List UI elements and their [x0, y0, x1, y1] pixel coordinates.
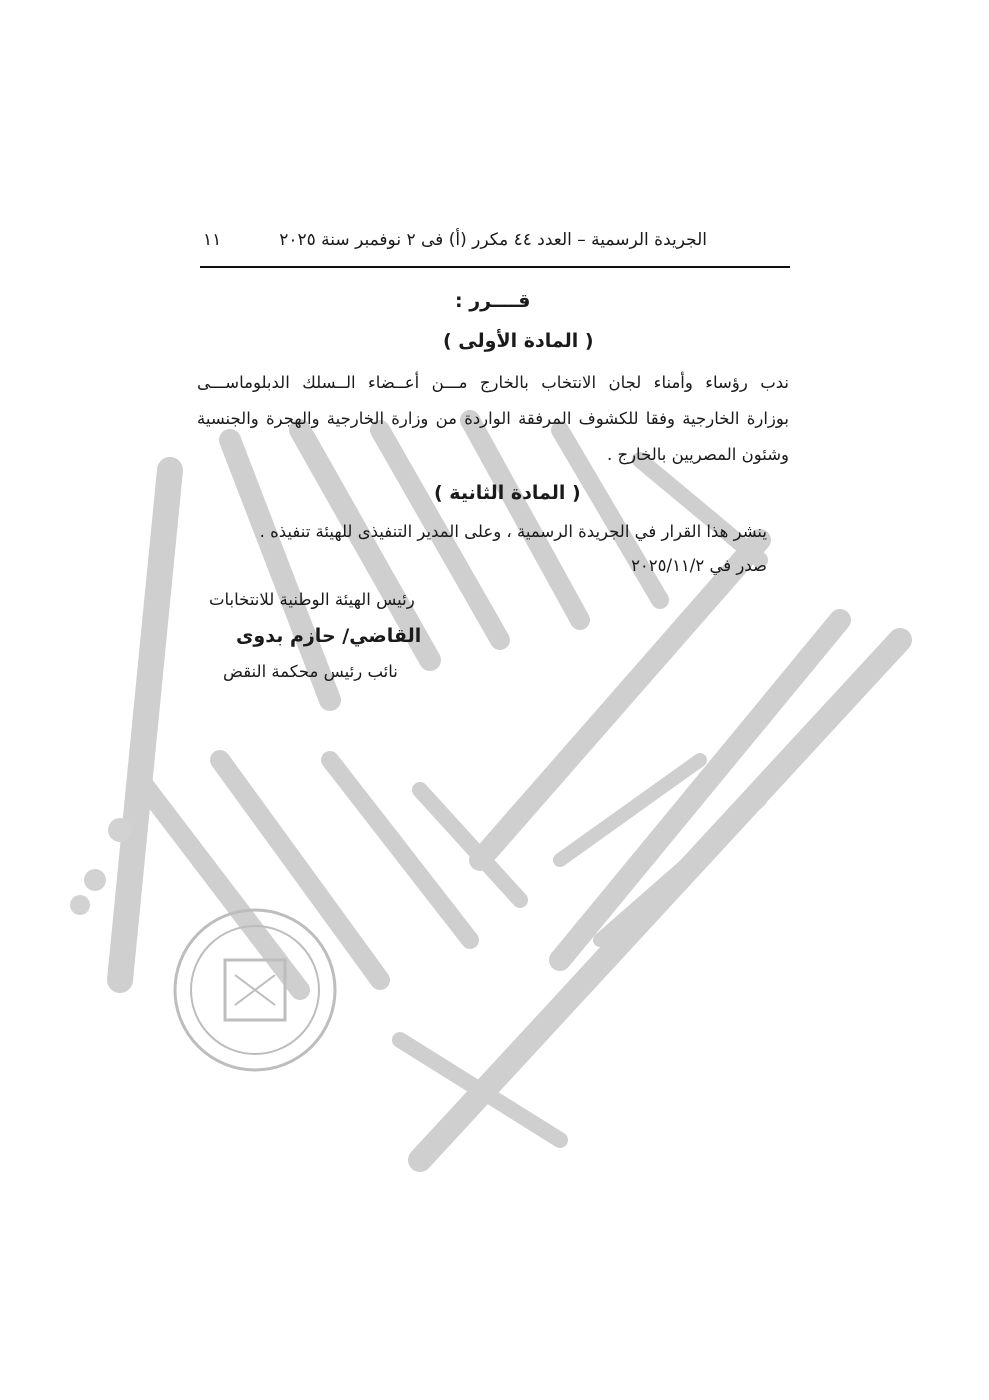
watermark-stroke — [480, 540, 760, 860]
watermark-dot — [84, 869, 106, 891]
decision-heading: قــــرر : — [455, 290, 531, 312]
watermark-stroke — [420, 640, 900, 1160]
watermark-stroke — [400, 1040, 560, 1140]
signatory-role: نائب رئيس محكمة النقض — [223, 662, 398, 681]
watermark-dot — [108, 818, 132, 842]
watermark-stroke — [220, 760, 380, 980]
watermark-stroke — [600, 800, 760, 940]
gazette-header-title: الجريدة الرسمية – العدد ٤٤ مكرر (أ) فى ٢ نوفمبر سنة ٢٠٢٥ — [279, 230, 707, 250]
article1-text — [197, 365, 789, 473]
header-divider — [200, 266, 790, 268]
seal-icon — [175, 910, 335, 1070]
article1-line: ندب رؤساء وأمناء لجان الانتخاب بالخارج مـــن أعــضاء الــسلك الدبلوماســـى — [197, 373, 789, 392]
article1-line: بوزارة الخارجية وفقا للكشوف المرفقة الواردة من وزارة الخارجية والهجرة والجنسية — [197, 409, 789, 428]
watermark-stroke — [420, 790, 520, 900]
article2-text: ينشر هذا القرار في الجريدة الرسمية ، وعلى المدير التنفيذى للهيئة تنفيذه . — [259, 522, 767, 541]
signatory-title: رئيس الهيئة الوطنية للانتخابات — [209, 590, 415, 609]
watermark-stroke — [330, 760, 470, 940]
article1-line: وشئون المصريين بالخارج . — [606, 445, 789, 464]
watermark-stroke — [230, 440, 330, 700]
watermark-stroke — [120, 470, 170, 980]
watermark-stroke — [560, 760, 700, 860]
page-number: ١١ — [203, 230, 222, 250]
watermark-stroke — [560, 620, 840, 960]
issue-date: صدر في ٢٠٢٥/١١/٢ — [631, 556, 767, 575]
watermark-stroke — [140, 780, 300, 990]
article2-heading: ( المادة الثانية ) — [434, 482, 581, 504]
article1-heading: ( المادة الأولى ) — [443, 330, 594, 352]
signatory-name: القاضي/ حازم بدوى — [236, 625, 422, 647]
watermark-dot — [70, 895, 90, 915]
